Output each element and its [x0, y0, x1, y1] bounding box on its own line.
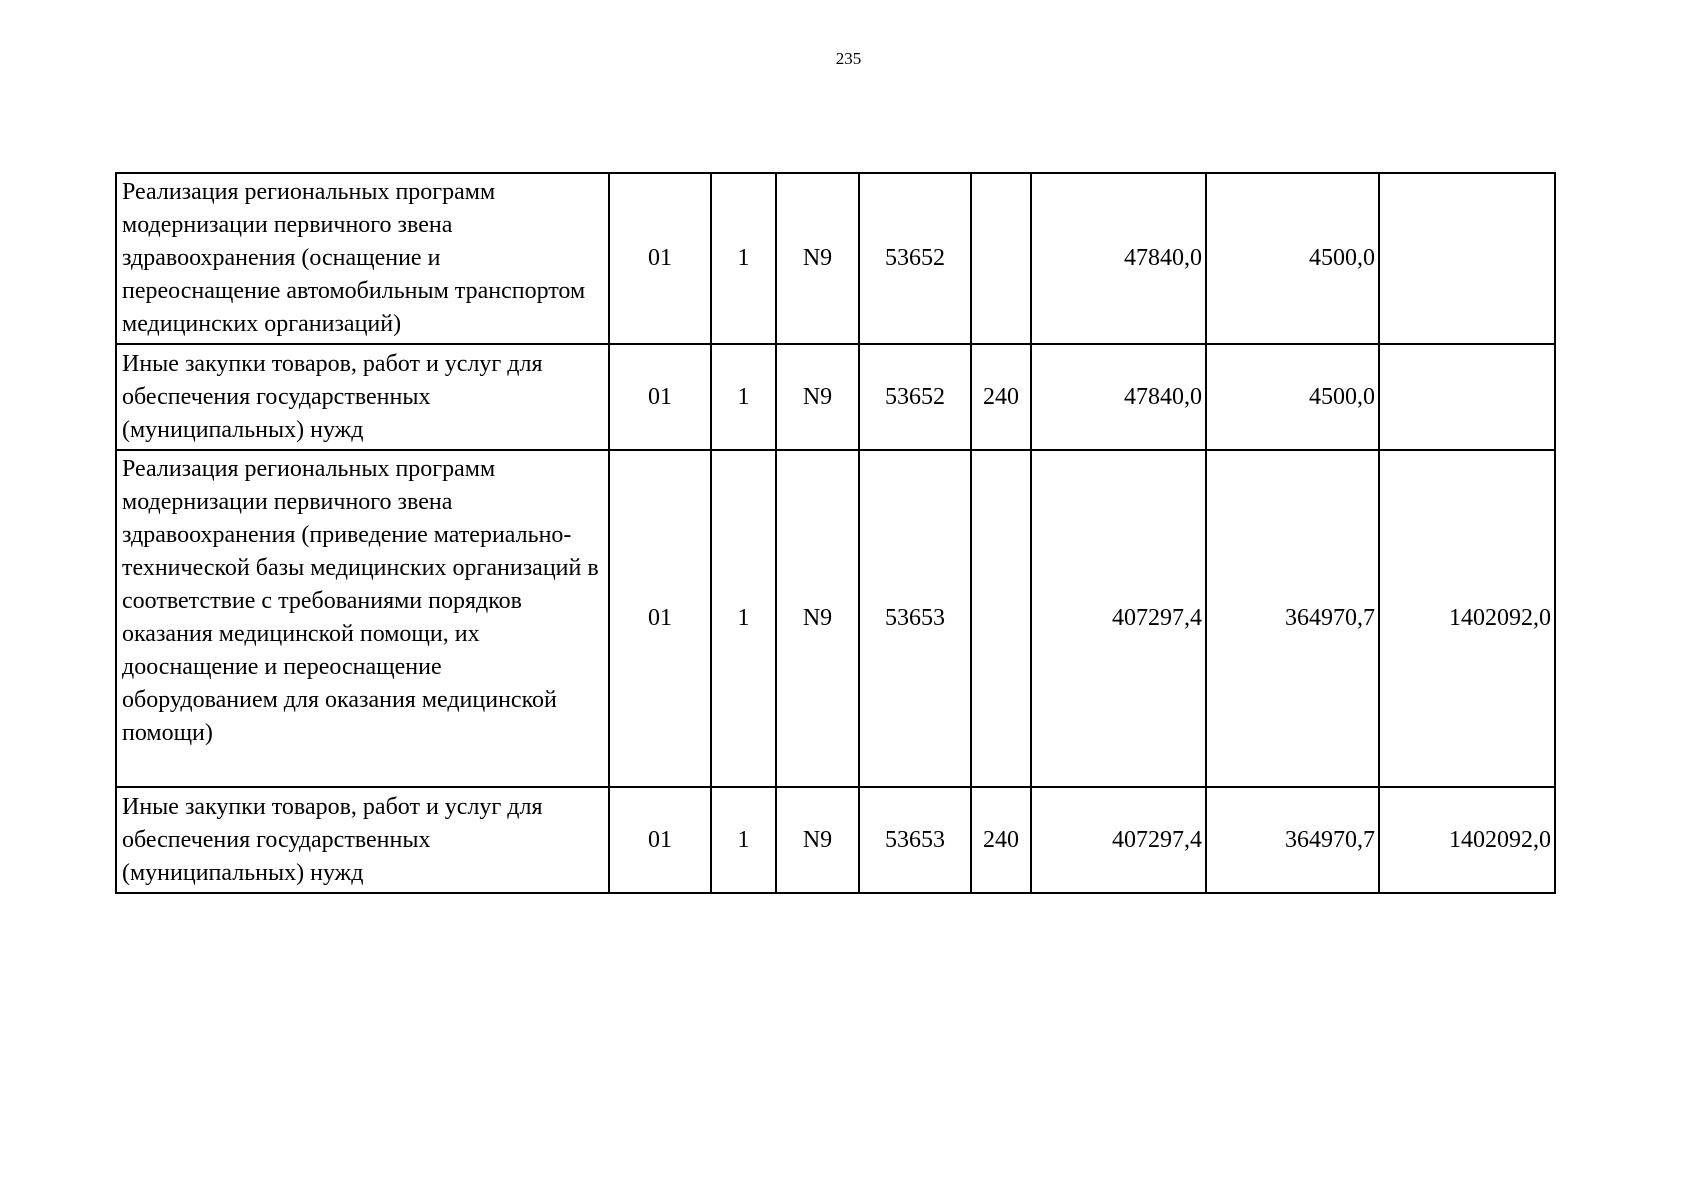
table-row: [116, 173, 1555, 344]
code-cell: 240: [971, 344, 1031, 450]
amount-cell: [1379, 344, 1555, 450]
amount-cell: 364970,7: [1206, 787, 1379, 893]
code-cell: 01: [609, 787, 711, 893]
code-cell: N9: [776, 173, 859, 344]
budget-table: [115, 172, 1556, 894]
table-row: [116, 450, 1555, 787]
code-cell: 240: [971, 787, 1031, 893]
row-description: Иные закупки товаров, работ и услуг для обеспечения государственных (муниципальных) нужд: [116, 787, 609, 893]
amount-cell: 364970,7: [1206, 450, 1379, 787]
code-cell: 1: [711, 450, 776, 787]
row-description: Реализация региональных программ модернизации первичного звена здравоохранения (оснащение и переоснащение автомобильным транспортом медицинских организаций): [116, 173, 609, 344]
amount-cell: 4500,0: [1206, 344, 1379, 450]
code-cell: 1: [711, 173, 776, 344]
amount-cell: 407297,4: [1031, 450, 1206, 787]
code-cell: N9: [776, 344, 859, 450]
table-row: [116, 344, 1555, 450]
code-cell: 1: [711, 787, 776, 893]
code-cell: 53653: [859, 787, 971, 893]
amount-cell: 4500,0: [1206, 173, 1379, 344]
amount-cell: 1402092,0: [1379, 787, 1555, 893]
row-description: Реализация региональных программ модернизации первичного звена здравоохранения (приведение материально-технической базы медицинских организаций в соответствие с требованиями порядков оказания медицинской помощи, их дооснащение и переоснащение оборудованием для оказания медицинской помощи): [116, 450, 609, 787]
code-cell: [971, 450, 1031, 787]
code-cell: N9: [776, 450, 859, 787]
amount-cell: 407297,4: [1031, 787, 1206, 893]
amount-cell: [1379, 173, 1555, 344]
amount-cell: 1402092,0: [1379, 450, 1555, 787]
row-description: Иные закупки товаров, работ и услуг для обеспечения государственных (муниципальных) нужд: [116, 344, 609, 450]
amount-cell: 47840,0: [1031, 344, 1206, 450]
code-cell: 01: [609, 344, 711, 450]
table-row: [116, 787, 1555, 893]
code-cell: 01: [609, 450, 711, 787]
code-cell: N9: [776, 787, 859, 893]
code-cell: [971, 173, 1031, 344]
amount-cell: 47840,0: [1031, 173, 1206, 344]
code-cell: 01: [609, 173, 711, 344]
code-cell: 53652: [859, 173, 971, 344]
page-number: 235: [835, 49, 862, 68]
code-cell: 53652: [859, 344, 971, 450]
code-cell: 1: [711, 344, 776, 450]
code-cell: 53653: [859, 450, 971, 787]
